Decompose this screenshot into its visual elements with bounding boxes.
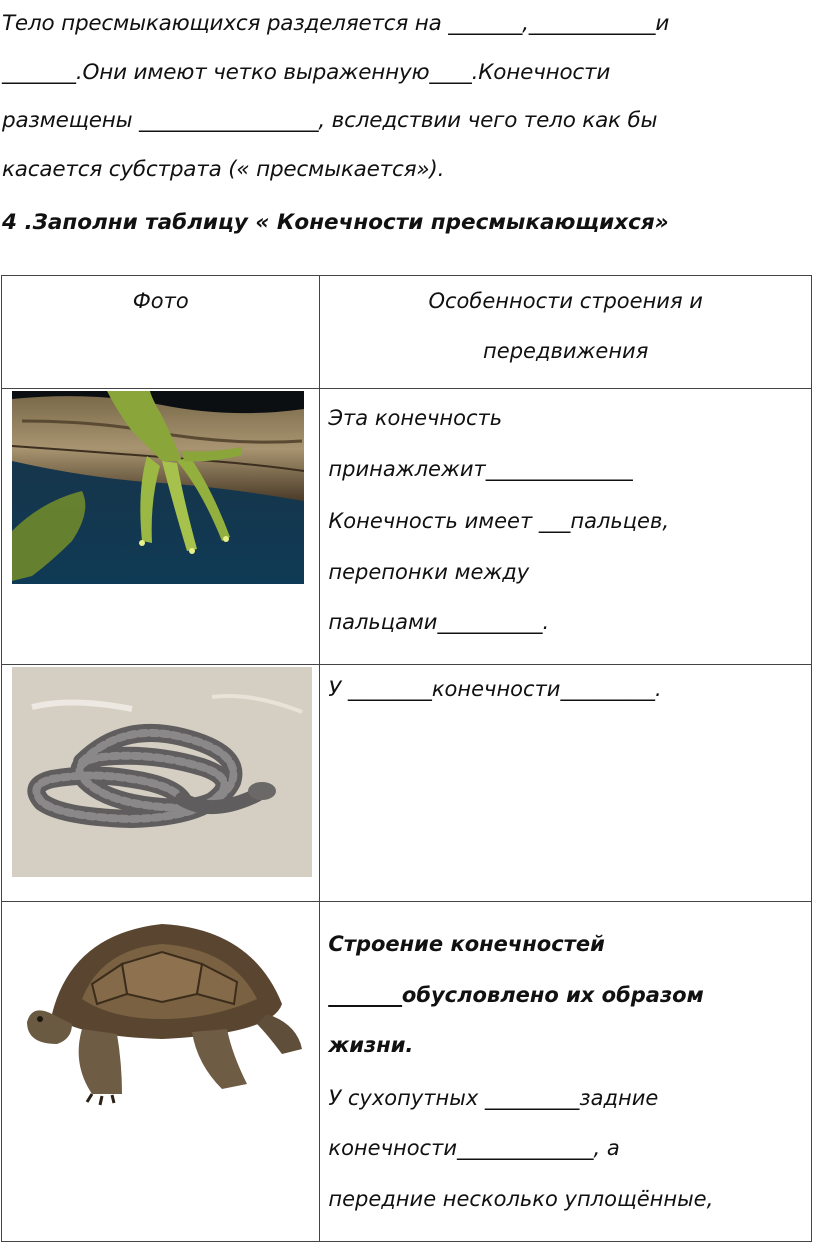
header-photo: Фото [2, 276, 320, 389]
photo-cell [2, 389, 320, 665]
features-cell [320, 665, 812, 902]
reptile-limbs-table [1, 275, 812, 1242]
photo-cell [2, 902, 320, 1242]
table-row [2, 665, 812, 902]
snake-photo [12, 667, 312, 877]
features-line: У ________конечности_________. [328, 677, 662, 701]
features-line: У сухопутных _________задние [328, 1085, 659, 1110]
features-line: перепонки между [328, 559, 530, 584]
features-line: Эта конечность [328, 406, 503, 430]
features-line: пальцами__________. [328, 610, 550, 634]
header-features: Особенности строения и передвижения [320, 276, 812, 389]
features-line: Конечность имеет ___пальцев, [328, 509, 670, 533]
intro-line: _______.Они имеют четко выраженную____.Конечности [2, 59, 611, 85]
features-line: передние несколько уплощённые, [328, 1186, 714, 1211]
features-line: принажлежит______________ [328, 456, 633, 481]
features-cell [320, 902, 812, 1242]
table-row [2, 902, 812, 1242]
features-line: конечности_____________, а [328, 1136, 620, 1160]
features-line: жизни. [328, 1033, 414, 1057]
intro-line: размещены _________________, вследствии чего тело как бы [2, 108, 658, 133]
features-line: _______обусловлено их образом [328, 982, 704, 1007]
table-header-row [2, 276, 812, 389]
photo-cell [2, 665, 320, 902]
intro-paragraph [2, 0, 812, 194]
intro-line: касается субстрата (« пресмыкается»). [2, 156, 445, 182]
features-cell [320, 389, 812, 665]
intro-line: Тело пресмыкающихся разделяется на _______,____________и [2, 11, 670, 36]
lizard-foot-photo [12, 391, 304, 584]
table-row [2, 389, 812, 665]
task-heading: 4 .Заполни таблицу « Конечности пресмыкающихся» [2, 210, 669, 235]
features-line: Строение конечностей [328, 932, 605, 956]
tortoise-photo [12, 904, 307, 1109]
